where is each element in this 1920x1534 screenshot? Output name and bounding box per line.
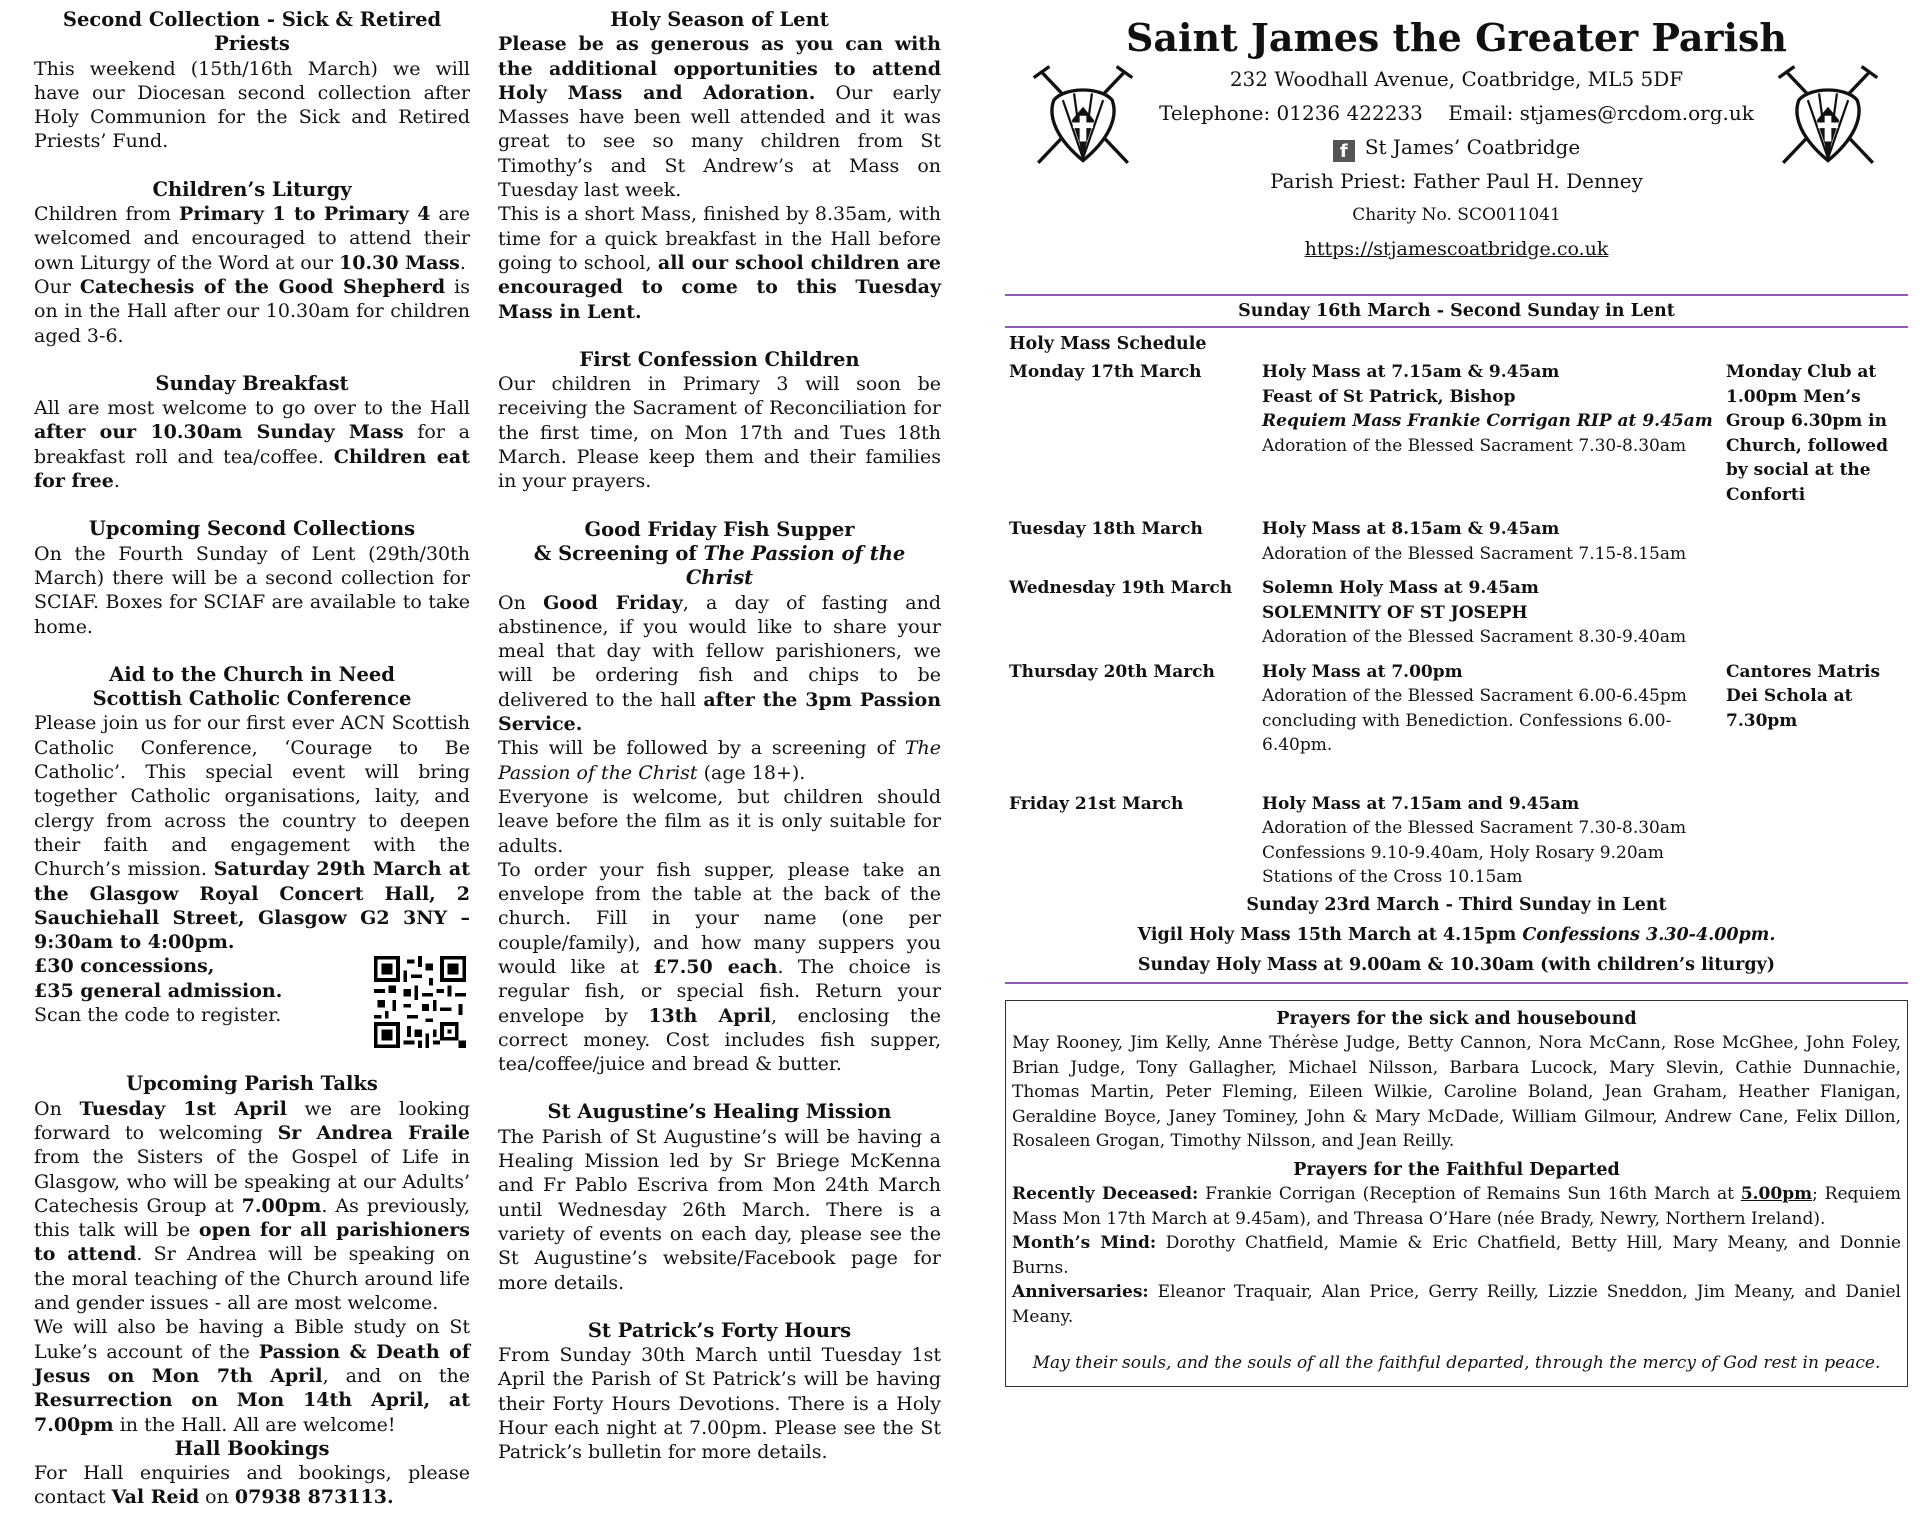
notice-text: The Parish of St Augustine’s will be having a Healing Mission led by Sr Briege McKenna and Fr Pablo Escriva from Mon 24th March until Wednesday 26th March. There is a variety of events on each day, please see the St Augustine’s website/Facebook page for more details. [498,1125,941,1294]
notice-text: For Hall enquiries and bookings, please contact Val Reid on 07938 873113. [34,1462,470,1509]
notice-text: All are most welcome to go over to the Hall after our 10.30am Sunday Mass for a breakfast roll and tea/coffee. Children eat for free. [34,397,470,493]
parish-contact: Telephone: 01236 422233 Email: stjames@rcdom.org.uk [1159,101,1754,125]
schedule-row-tuesday: Tuesday 18th March Holy Mass at 8.15am & 9.45am Adoration of the Blessed Sacrament 7.15-8.15am [1009,519,1687,564]
notice-subtitle: & Screening of The Passion of the Christ [533,541,906,590]
notice-text: Please join us for our first ever ACN Scottish Catholic Conference, ‘Courage to Be Catholic’. This special event will bring together Catholic organisations, laity, and clergy from across the country to deepen their faith and engagement with the Church’s mission. Saturday 29th March at the Glasgow Royal Concert Hall, 2 Sauchiehall Street, Glasgow G2 3NY – 9:30am to 4:00pm. [34,712,470,954]
childrens-liturgy-notice [34,178,470,348]
schedule-row-monday: Monday 17th March Holy Mass at 7.15am & 9.45am Feast of St Patrick, Bishop Requiem Mass Frankie Corrigan RIP at 9.45am Adoration of the Blessed Sacrament 7.30-8.30am Monday Club at 1.00pm Men’s Group 6.30pm in Church, followed by social at the Conforti [1009,362,1888,505]
recently-deceased: Recently Deceased: Frankie Corrigan (Reception of Remains Sun 16th March at 5.00pm; Requiem Mass Mon 17th March at 9.45am), and Threasa O’Hare (née Brady, Newry, Northern Ireland). [1012,1184,1901,1229]
notice-text: Please be as generous as you can with the additional opportunities to attend Holy Mass and Adoration. Our early Masses have been well attended and it was great to see so many children from St Timothy’s and St Andrew’s at Mass on Tuesday last week. This is a short Mass, finished by 8.35am, with time for a quick breakfast in the Hall before going to school, all our school children are encouraged to come to this Tuesday Mass in Lent. [498,33,941,323]
prayers-box [1005,1000,1908,1387]
schedule-row-thursday: Thursday 20th March Holy Mass at 7.00pm Adoration of the Blessed Sacrament 6.00-6.45pm concluding with Benediction. Confessions 6.00-6.40pm. Cantores Matris Dei Schola at 7.30pm [1009,661,1881,755]
notice-title: Hall Bookings [174,1436,330,1460]
schedule-row-wednesday: Wednesday 19th March Solemn Holy Mass at 9.45am SOLEMNITY OF ST JOSEPH Adoration of the Blessed Sacrament 8.30-9.40am [1009,578,1687,647]
right-column [1005,8,1908,1387]
notice-title: Upcoming Second Collections [88,517,416,541]
parish-address: 232 Woodhall Avenue, Coatbridge, ML5 5DF [1229,67,1684,91]
notice-title: Upcoming Parish Talks [126,1072,378,1096]
notice-title: Holy Season of Lent [610,8,829,31]
notice-title: Aid to the Church in Need [109,662,395,686]
notice-text: Our children in Primary 3 will soon be receiving the Sacrament of Reconciliation for the first time, on Mon 17th and Tues 18th March. Please keep them and their families in your prayers. [498,373,941,493]
divider [1005,982,1908,984]
facebook-icon: f [1333,140,1355,162]
facebook-link[interactable]: f St James’ Coatbridge [1005,130,1908,164]
notice-title: Children’s Liturgy [152,177,352,201]
schedule-heading: Holy Mass Schedule [1009,334,1207,354]
first-confession-notice [498,348,941,494]
notice-text: On the Fourth Sunday of Lent (29th/30th March) there will be a second collection for SCIAF. Boxes for SCIAF are available to take home. [34,542,470,638]
scallop-crest-icon [1027,62,1139,174]
forty-hours-notice [498,1319,941,1465]
notice-title: First Confession Children [579,347,860,371]
ticket-prices: £30 concessions, £35 general admission. Scan the code to register. [34,955,283,1026]
middle-column [498,8,941,1489]
second-collection-notice [34,8,470,154]
parish-header [1005,14,1908,282]
sunday-heading: Sunday 16th March - Second Sunday in Lent [1238,301,1675,321]
schedule-row-friday: Friday 21st March Holy Mass at 7.15am and 9.45am Adoration of the Blessed Sacrament 7.30-8.30am Confessions 9.10-9.40am, Holy Rosary 9.20am Stations of the Cross 10.15am [1009,793,1687,887]
notice-title: St Patrick’s Forty Hours [587,1318,852,1342]
website-link[interactable]: https://stjamescoatbridge.co.uk [1304,238,1609,260]
parish-title: Saint James the Greater Parish [1125,15,1787,60]
parish-talks-notice [34,1072,470,1436]
parish-priest: Parish Priest: Father Paul H. Denney [1270,169,1643,193]
notice-subtitle: Scottish Catholic Conference [92,687,412,711]
healing-mission-notice [498,1100,941,1294]
notice-text: On Good Friday, a day of fasting and abstinence, if you would like to share your meal that day with fellow parishioners, we will be ordering fish and chips to be delivered to the hall after the 3pm Passion Service. This will be followed by a screening of The Passion of the Christ (age 18+). Everyone is welcome, but children should leave before the film as it is only suitable for adults. To order your fish supper, please take an envelope from the table at the back of the church. Fill in your name (one per couple/family), and how many suppers you would like at £7.50 each. The choice is regular fish, or special fish. Return your envelope by 13th April, enclosing the correct money. Cost includes fish supper, tea/coffee/juice and bread & butter. [498,591,942,1076]
next-sunday-heading: Sunday 23rd March - Third Sunday in Lent [1246,894,1667,915]
sunday-mass: Sunday Holy Mass at 9.00am & 10.30am (with children’s liturgy) [1137,954,1776,975]
vigil-mass: Vigil Holy Mass 15th March at 4.15pm Confessions 3.30-4.00pm. [1137,924,1776,945]
notice-text: This weekend (15th/16th March) we will have our Diocesan second collection after Holy Communion for the Sick and Retired Priests’ Fund. [34,57,470,153]
notice-title: St Augustine’s Healing Mission [547,1100,892,1124]
hall-bookings-notice [34,1437,470,1510]
sick-names: May Rooney, Jim Kelly, Anne Thérèse Judge, Betty Cannon, Nora McCann, Rose McGhee, John Foley, Brian Judge, Tony Gallagher, Michael Nilsson, Barbara Lucock, Mary Slevin, Cathie Dunnachie, Thomas Martin, Peter Fleming, Eileen Wilkie, Caroline Boland, Jean Graham, Heather Flanigan, Geraldine Boyce, Janey Tominey, John & Mary McDade, William Gilmour, Andrew Cane, Felix Dillon, Rosaleen Grogan, Timothy Nilsson, and Jean Reilly. [1012,1033,1901,1151]
acn-conference-notice [34,663,470,1049]
lent-notice [498,8,941,324]
notice-title: Sunday Breakfast [155,371,349,395]
left-column [34,8,470,1534]
charity-number: Charity No. SCO011041 [1352,205,1561,225]
months-mind: Month’s Mind: Dorothy Chatfield, Mamie & Eric Chatfield, Betty Hill, Mary Meany, and Donnie Burns. [1012,1233,1901,1278]
scallop-crest-icon [1772,62,1884,174]
mass-schedule [1005,360,1908,890]
closing-prayer: May their souls, and the souls of all the faithful departed, through the mercy of God rest in peace. [1032,1353,1881,1373]
sick-heading: Prayers for the sick and housebound [1276,1008,1637,1029]
fish-supper-notice [498,518,941,1077]
notice-text: Children from Primary 1 to Primary 4 are welcomed and encouraged to attend their own Liturgy of the Word at our 10.30 Mass. Our Catechesis of the Good Shepherd is on in the Hall after our 10.30am for children aged 3-6. [34,203,471,347]
qr-code[interactable] [374,956,466,1048]
anniversaries: Anniversaries: Eleanor Traquair, Alan Price, Gerry Reilly, Lizzie Sneddon, Jim Meany, and Daniel Meany. [1012,1282,1901,1327]
notice-title: Second Collection - Sick & Retired Priests [62,8,442,56]
sunday-breakfast-notice [34,372,470,493]
notice-text: On Tuesday 1st April we are looking forward to welcoming Sr Andrea Fraile from the Sisters of the Gospel of Life in Glasgow, who will be speaking at our Adults’ Catechesis Group at 7.00pm. As previously, this talk will be open for all parishioners to attend. Sr Andrea will be speaking on the moral teaching of the Church around life and gender issues - all are most welcome. We will also be having a Bible study on St Luke’s account of the Passion & Death of Jesus on Mon 7th April, and on the Resurrection on Mon 14th April, at 7.00pm in the Hall. All are welcome! [34,1097,470,1436]
notice-title: Good Friday Fish Supper [584,517,855,541]
notice-text: From Sunday 30th March until Tuesday 1st April the Parish of St Patrick’s will be having their Forty Hours Devotions. There is a Holy Hour each night at 7.00pm. Please see the St Patrick’s bulletin for more details. [498,1344,941,1464]
departed-heading: Prayers for the Faithful Departed [1293,1159,1620,1180]
upcoming-collections-notice [34,517,470,638]
